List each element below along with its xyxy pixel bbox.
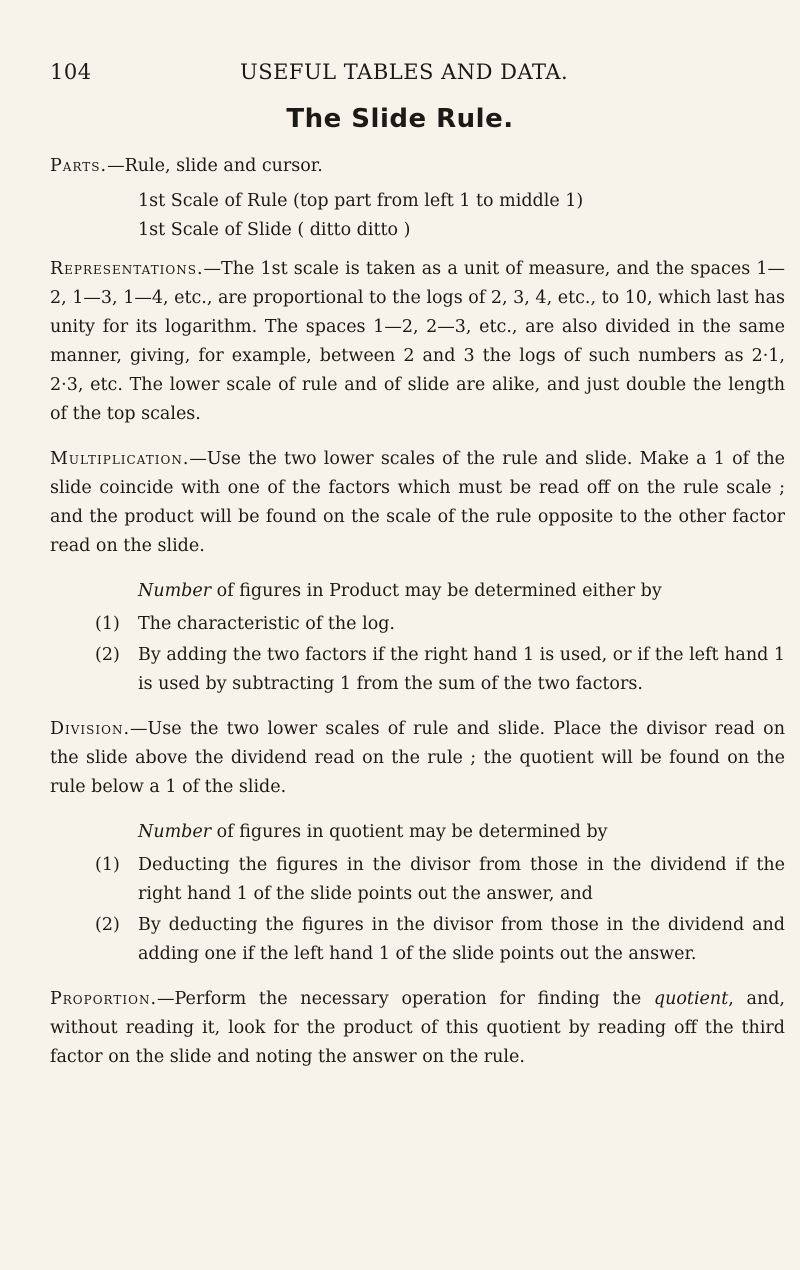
lead-emphasis: Number (138, 822, 212, 842)
page-number: 104 (50, 60, 92, 84)
multiplication-section (50, 445, 785, 561)
list-item (50, 851, 785, 909)
multiplication-heading: Multiplication. (50, 449, 190, 469)
lead-rest: of figures in quotient may be determined by (211, 822, 608, 842)
scale-list (138, 187, 785, 245)
lead-emphasis: Number (138, 581, 212, 601)
list-item (50, 610, 785, 639)
product-figures-lead (138, 577, 785, 606)
spacer (50, 699, 785, 715)
representations-heading: Representations. (50, 259, 204, 279)
item-text: The characteristic of the log. (138, 614, 395, 634)
quotient-figures-lead (138, 818, 785, 847)
representations-section (50, 255, 785, 429)
spacer (50, 561, 785, 577)
spacer (50, 802, 785, 818)
running-title: USEFUL TABLES AND DATA. (240, 60, 569, 84)
division-text: —Use the two lower scales of rule and slide. Place the divisor read on the slide above the dividend read on the rule ; the quotient will be found on the rule below a 1 of the slide. (50, 719, 785, 797)
spacer (50, 969, 785, 985)
proportion-text-after: , and, without reading it, look for the product of this quotient by reading off the third factor on the slide and noting the answer on the rule. (50, 989, 785, 1067)
document-body (50, 152, 785, 1072)
item-text: By adding the two factors if the right hand 1 is used, or if the left hand 1 is used by subtracting 1 from the sum of the two factors. (138, 645, 785, 694)
lead-rest: of figures in Product may be determined either by (211, 581, 662, 601)
item-text: By deducting the figures in the divisor from those in the dividend and adding one if the left hand 1 of the slide points out the answer. (138, 915, 785, 964)
spacer (50, 429, 785, 445)
list-item (50, 911, 785, 969)
proportion-emphasis: quotient (653, 989, 729, 1009)
page-title: The Slide Rule. (286, 104, 514, 134)
division-section (50, 715, 785, 802)
representations-text: —The 1st scale is taken as a unit of measure, and the spaces 1—2, 1—3, 1—4, etc., are proportional to the logs of 2, 3, 4, etc., to 10, which last has unity for its logarithm. The spaces 1—2, 2—3, etc., are also divided in the same manner, giving, for example, between 2 and 3 the logs of such numbers as 2·1, 2·3, etc. The lower scale of rule and of slide are alike, and just double the length of the top scales. (50, 259, 785, 424)
scale-line-rule: 1st Scale of Rule (top part from left 1 to middle 1) (138, 191, 584, 211)
item-number: (2) (95, 915, 120, 935)
scale-line-slide: 1st Scale of Slide ( ditto ditto ) (138, 220, 411, 240)
item-number: (1) (95, 614, 120, 634)
multiplication-text: —Use the two lower scales of the rule and slide. Make a 1 of the slide coincide with one of the factors which must be read off on the rule scale ; and the product will be found on the scale of the rule opposite to the other factor read on the slide. (50, 449, 785, 556)
item-number: (2) (95, 645, 120, 665)
proportion-heading: Proportion. (50, 989, 158, 1009)
item-number: (1) (95, 855, 120, 875)
parts-text: —Rule, slide and cursor. (107, 156, 323, 176)
division-heading: Division. (50, 719, 131, 739)
item-text: Deducting the figures in the divisor from those in the dividend if the right hand 1 of the slide points out the answer, and (138, 855, 785, 904)
proportion-text-before: —Perform the necessary operation for finding the (157, 989, 654, 1009)
parts-heading: Parts. (50, 156, 108, 176)
list-item (50, 641, 785, 699)
proportion-section (50, 985, 785, 1072)
parts-section (50, 152, 785, 181)
